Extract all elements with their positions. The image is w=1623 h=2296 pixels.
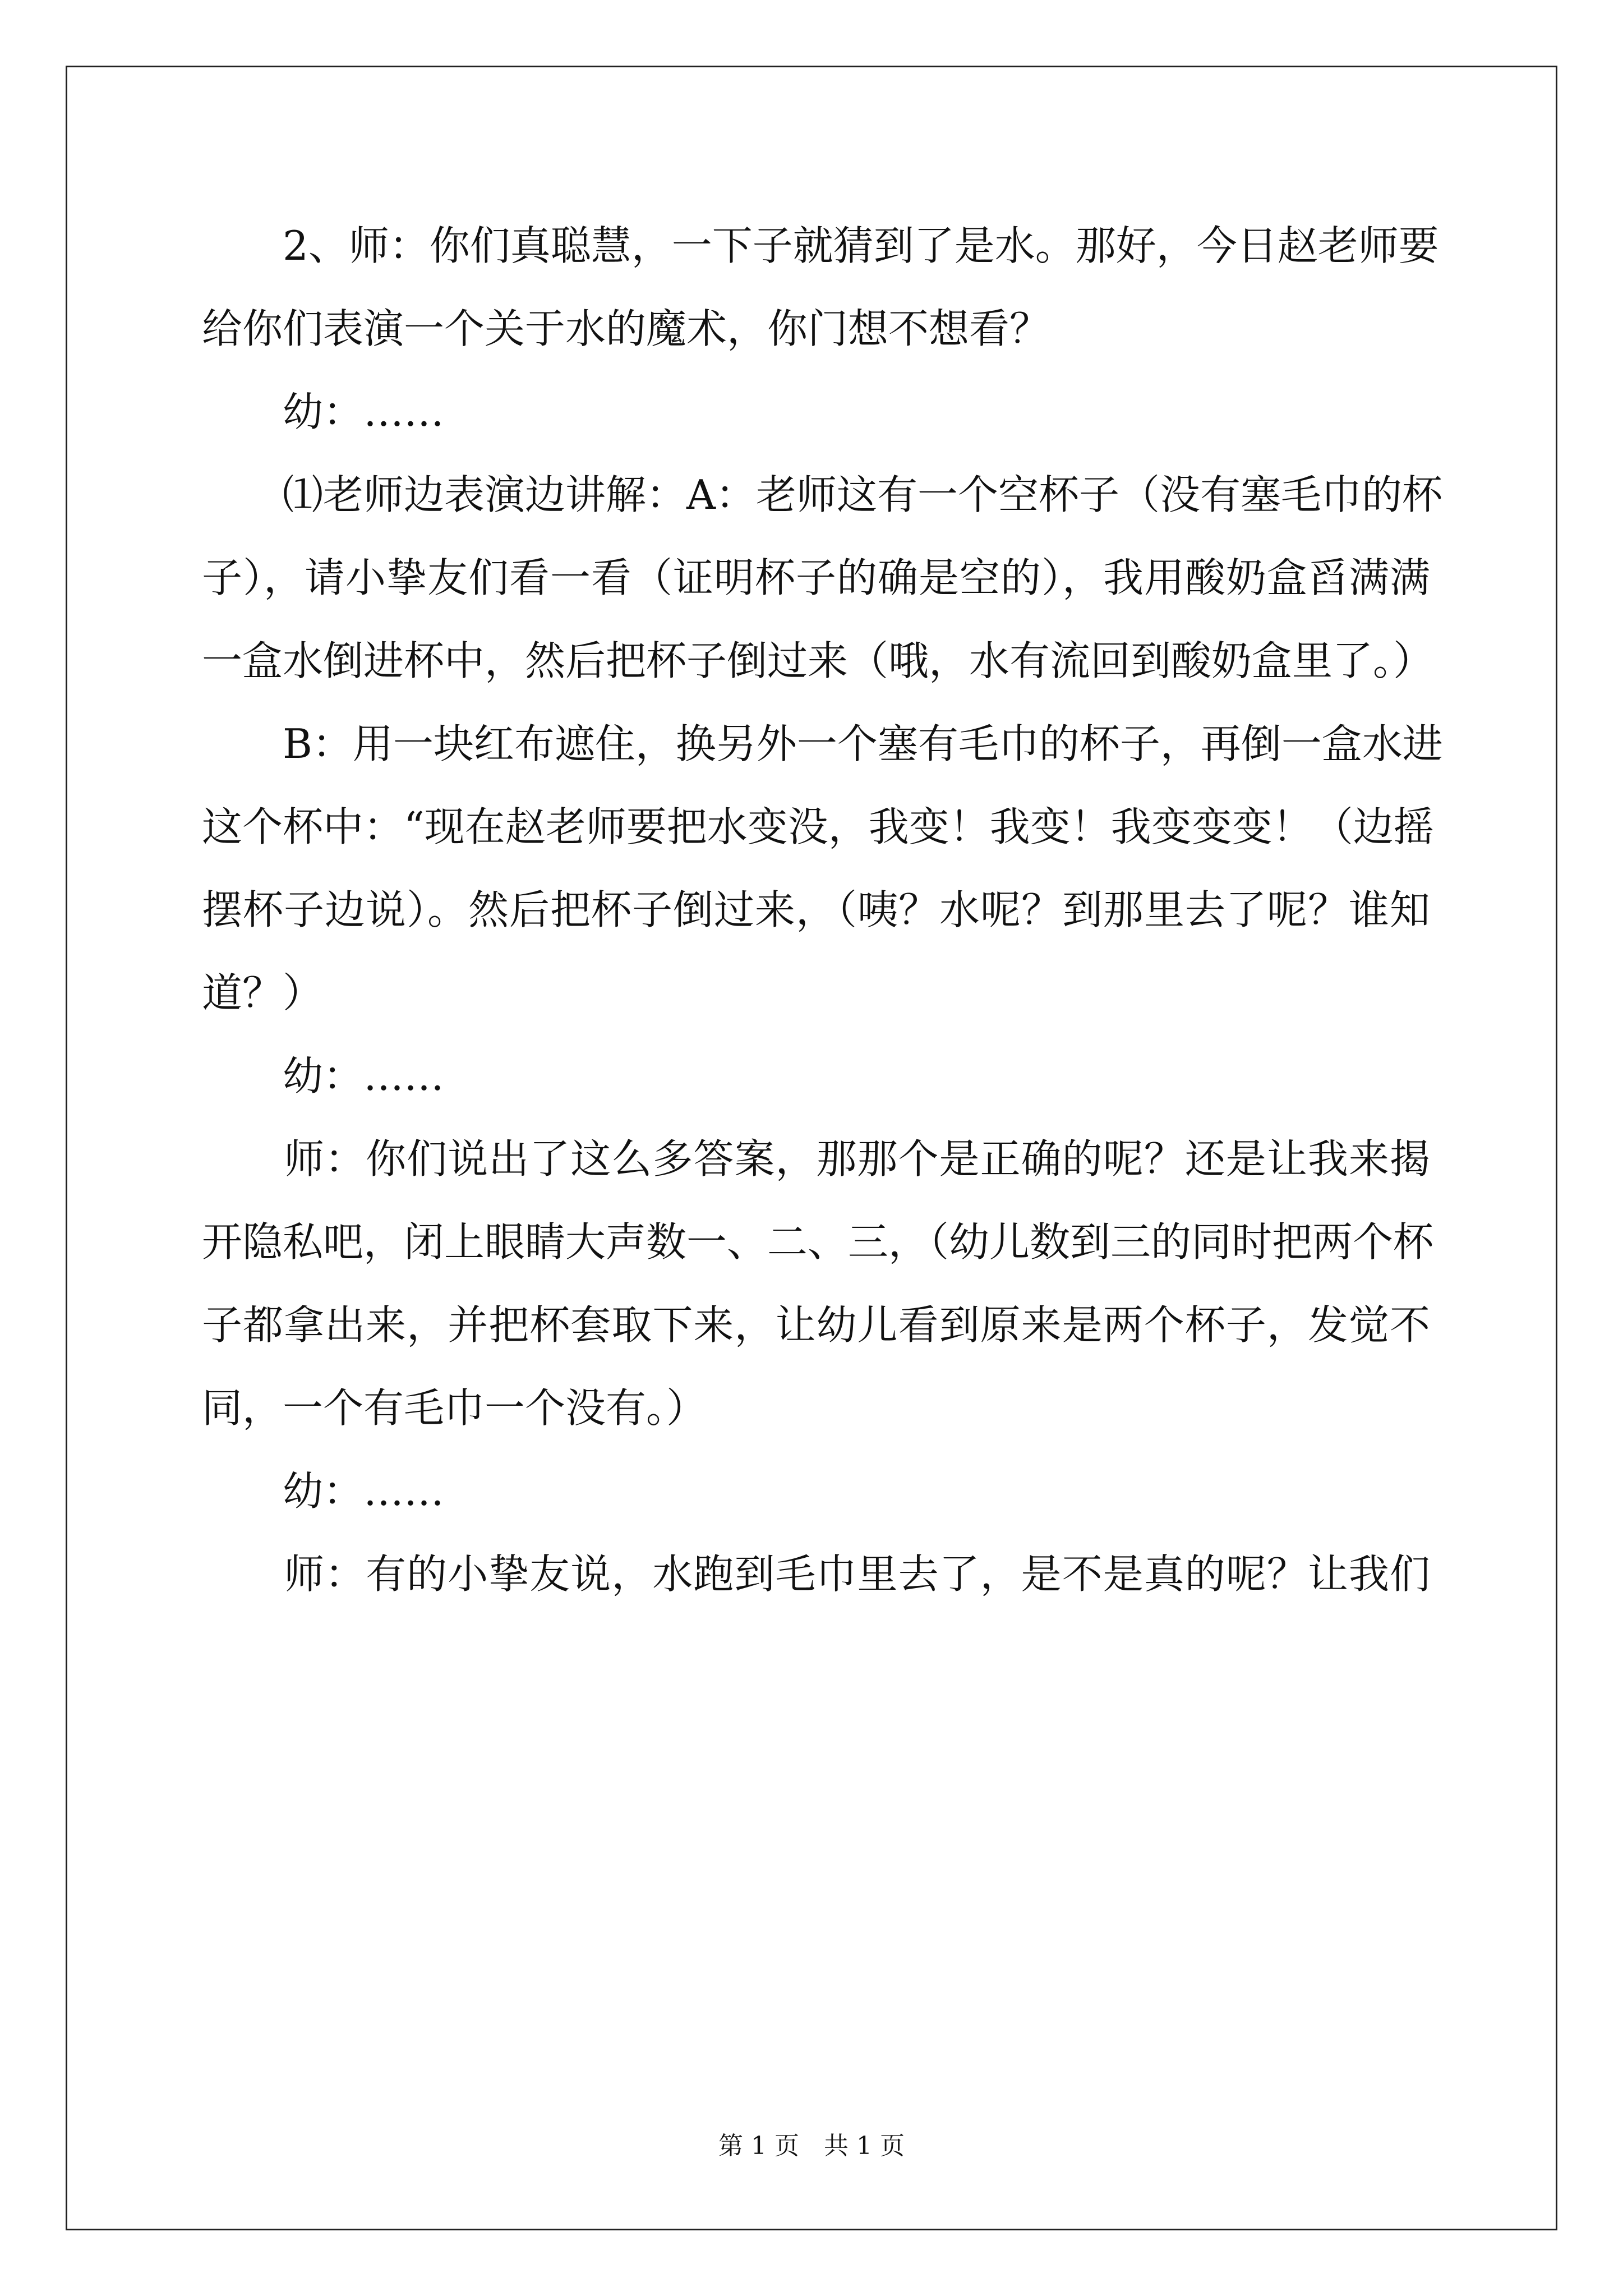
text-line: 道？） <box>202 969 324 1016</box>
text-line: 开隐私吧，闭上眼睛大声数一、二、三，（幼儿数到三的同时把两个杯 <box>202 1218 1434 1266</box>
text-line: 幼：…… <box>202 1052 445 1099</box>
text-line: 这个杯中：“现在赵老师要把水变没，我变！我变！我变变变！（边摇 <box>202 803 1434 850</box>
text-line: 给你们表演一个关于水的魔术，你门想不想看？ <box>202 305 1050 352</box>
text-line: 同，一个有毛巾一个没有。） <box>202 1384 707 1432</box>
page-number: 第 1 页 <box>718 2132 799 2160</box>
text-line: 幼：…… <box>202 1467 445 1515</box>
page-total: 共 1 页 <box>824 2132 905 2160</box>
text-line: 师：有的小挚友说，水跑到毛巾里去了，是不是真的呢？让我们 <box>202 1550 1430 1598</box>
text-line: 师：你们说出了这么多答案，那那个是正确的呢？还是让我来揭 <box>202 1135 1430 1182</box>
text-line: 子），请小挚友们看一看（证明杯子的确是空的），我用酸奶盒舀满满 <box>202 554 1430 601</box>
text-line: 幼：…… <box>202 388 445 435</box>
text-line: 一盒水倒进杯中，然后把杯子倒过来（哦，水有流回到酸奶盒里了。） <box>202 637 1434 684</box>
text-line: 2、师：你们真聪慧，一下子就猜到了是水。那好，今日赵老师要 <box>202 222 1439 269</box>
text-line: 子都拿出来，并把杯套取下来，让幼儿看到原来是两个杯子，发觉不 <box>202 1301 1430 1349</box>
text-line: ⑴老师边表演边讲解：A：老师这有一个空杯子（没有塞毛巾的杯 <box>202 471 1442 518</box>
page-footer <box>0 2134 1623 2159</box>
text-line: 摆杯子边说）。然后把杯子倒过来，（咦？水呢？到那里去了呢？谁知 <box>202 886 1430 933</box>
text-line: B：用一块红布遮住，换另外一个塞有毛巾的杯子，再倒一盒水进 <box>202 720 1443 767</box>
